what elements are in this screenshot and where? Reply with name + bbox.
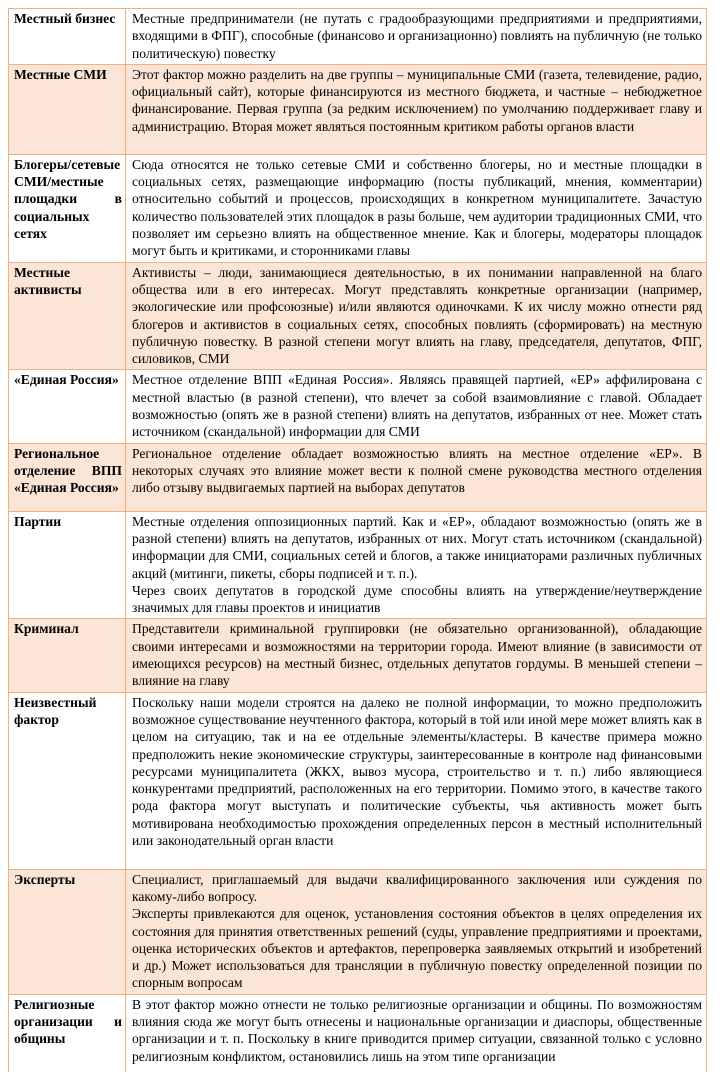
factors-table-body — [9, 9, 707, 1072]
definition-paragraph: В этот фактор можно отнести не только религиозные организации и общины. По возможностям влияния сюда же могут быть отнесены и национальные организации и диаспоры, общественные организации и т. п. Поскольку в книге приводится пример ситуации, связанной только с условно религиозным конфликтом, остановились лишь на этом типе организации — [132, 996, 702, 1064]
definition-paragraph: Через своих депутатов в городской думе способны влиять на утверждение/неутверждение значимых для главы проектов и инициатив — [132, 582, 702, 616]
definition-cell — [126, 370, 707, 443]
definition-paragraph: Местные предприниматели (не путать с градообразующими предприятиями и предприятиями, входящими в ФПГ), способные (финансово и организационно) повлиять на публичную (не только политическую) повестку — [132, 11, 702, 61]
definition-cell — [126, 994, 707, 1072]
definition-paragraph: Местное отделение ВПП «Единая Россия». Являясь правящей партией, «ЕР» аффилирована с местной властью (в разной степени), что влечет за собой взаимовлияние с главой. Обладает возможностью (опять же в разной степени) влиять на депутатов, избранных от нее. Может стать источником (скандальной) информации для СМИ — [132, 372, 702, 440]
term-cell: Блогеры/сетевые СМИ/местные площадки в социальных сетях — [9, 154, 126, 262]
table-row — [9, 9, 707, 65]
definition-cell — [126, 443, 707, 511]
definition-paragraph: Эксперты привлекаются для оценок, установления состояния объектов в целях определения их состояния для принятия ответственных решений (суды, управление предприятиями и проектами, оценка исторических объектов и артефактов, перепроверка заявляемых открытий и изобретений и др.) Может использоваться для трансляции в публичную повестку определенной позиции по спорным вопросам — [132, 906, 702, 991]
term-cell: Неизвестный фактор — [9, 692, 126, 869]
definition-cell — [126, 64, 707, 154]
definition-paragraph: Местные отделения оппозиционных партий. Как и «ЕР», обладают возможностью (опять же в разной степени) влиять на депутатов, избранных от них. Могут стать источником (скандальной) информации для СМИ, социальных сетей и блогов, а также инициаторами различных публичных акций (митинги, пикеты, сборы подписей и т. п.). — [132, 513, 702, 581]
term-cell: Эксперты — [9, 869, 126, 994]
term-cell: Партии — [9, 511, 126, 619]
definition-paragraph: Специалист, приглашаемый для выдачи квалифицированного заключения или суждения по какому-либо вопросу. — [132, 871, 702, 904]
table-row — [9, 154, 707, 262]
table-row — [9, 619, 707, 692]
table-row — [9, 443, 707, 511]
table-row — [9, 64, 707, 154]
definition-cell — [126, 692, 707, 869]
table-row — [9, 869, 707, 994]
definition-cell — [126, 154, 707, 262]
definition-paragraph: Этот фактор можно разделить на две группы – муниципальные СМИ (газета, телевидение, радио, официальный сайт), которые финансируются из местного бюджета, и частные – небюджетное финансирование. Первая группа (за редким исключением) по умолчанию поддерживает главу и администрацию. Вторая может являться постоянным критиком работы органов власти — [132, 66, 702, 134]
definition-paragraph: Региональное отделение обладает возможностью влиять на местное отделение «ЕР». В некоторых случаях это влияние может вести к полной смене руководства местного отделения либо отзыву выдвигаемых партией на выборах депутатов — [132, 445, 702, 496]
table-row — [9, 262, 707, 370]
influence-factors-table — [8, 8, 707, 1072]
term-cell: Религиозные организации и общины — [9, 994, 126, 1072]
definition-cell — [126, 511, 707, 619]
definition-cell — [126, 9, 707, 65]
table-row — [9, 994, 707, 1072]
definition-cell — [126, 262, 707, 370]
term-cell: Местный бизнес — [9, 9, 126, 65]
definition-paragraph: Активисты – люди, занимающиеся деятельностью, в их понимании направленной на благо общества или в его интересах. Могут представлять конкретные организации (например, экологические или профсоюзные) и/или являются одиночками. К их числу можно отнести ряд блогеров и активистов в социальных сетях, способных повлиять (сформировать) на местную публичную повестку. В разной степени могут влиять на главу, председателя, депутатов, ФПГ, силовиков, СМИ — [132, 264, 702, 367]
definition-paragraph: Сюда относятся не только сетевые СМИ и собственно блогеры, но и местные площадки в социальных сетях, размещающие информацию (посты публикаций, мнения, комментарии) относительно событий и процессов, происходящих в конкретном муниципалитете. Зачастую количество пользователей этих площадок в разы больше, чем аудитории традиционных СМИ, что позволяет им серьезно влиять на общественное мнение. Как и блогеры, модераторы площадок могут быть и критиками, и сторонниками главы — [132, 156, 702, 259]
term-cell: «Единая Россия» — [9, 370, 126, 443]
definition-paragraph: Поскольку наши модели строятся на далеко не полной информации, то можно предположить возможное существование неучтенного фактора, который в той или иной мере может влиять как в целом на ситуацию, так и на ее отдельные элементы/кластеры. В качестве примера можно предположить некие экономические структуры, заинтересованные в контроле над финансовыми ресурсами муниципалитета (ЖКХ, вывоз мусора, строительство и т. п.) либо являющиеся конкурентами предприятий, расположенных на его территории. Помимо этого, в качестве такого рода фактора могут выступать и политические субъекты, чья активность может быть мотивирована необходимостью прохождения определенных персон в местный исполнительный или законодательный орган власти — [132, 694, 702, 848]
term-cell: Местные активисты — [9, 262, 126, 370]
term-cell: Региональное отделение ВПП «Единая Россия» — [9, 443, 126, 511]
table-row — [9, 692, 707, 869]
term-cell: Криминал — [9, 619, 126, 692]
table-row — [9, 511, 707, 619]
definition-cell — [126, 619, 707, 692]
term-cell: Местные СМИ — [9, 64, 126, 154]
definition-paragraph: Представители криминальной группировки (не обязательно организованной), обладающие своими интересами и возможностями на территории города. Имеют влияние (в зависимости от имеющихся ресурсов) на местный бизнес, отдельных депутатов гордумы. В меньшей степени – влияние на главу — [132, 621, 702, 689]
table-row — [9, 370, 707, 443]
definition-cell — [126, 869, 707, 994]
